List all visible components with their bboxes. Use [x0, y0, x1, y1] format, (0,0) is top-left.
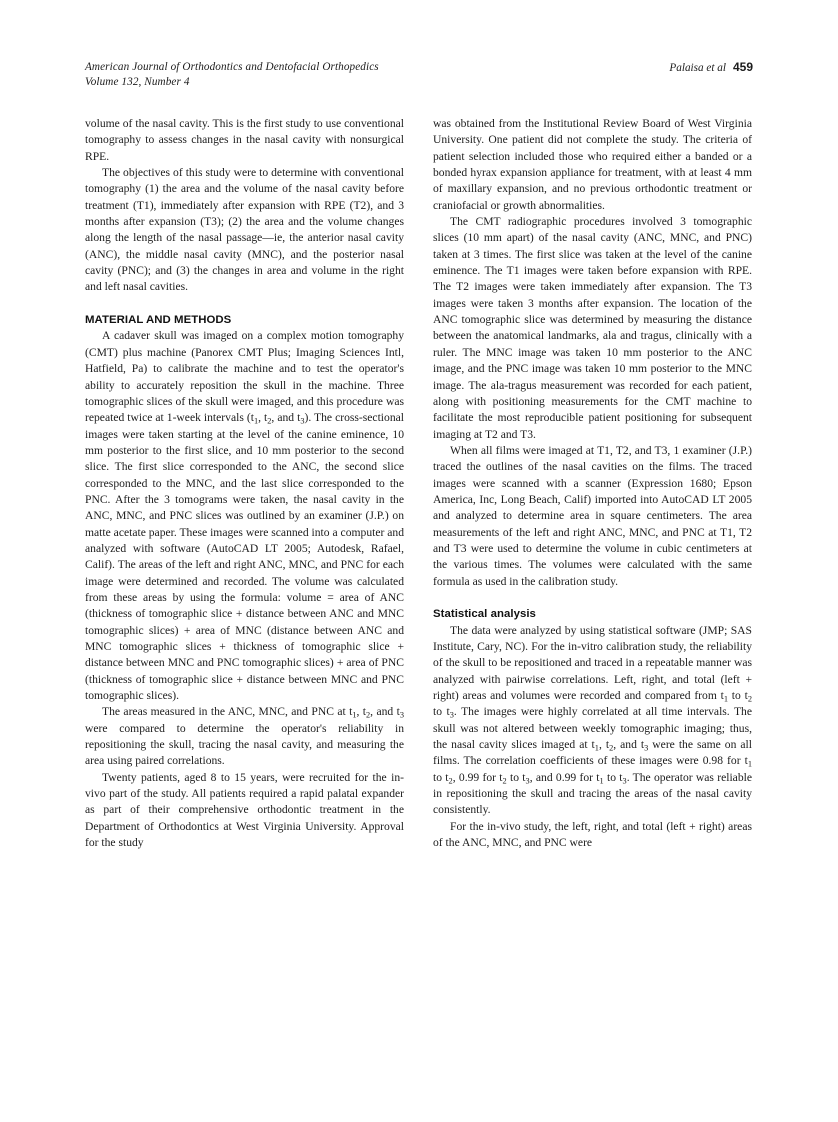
spacer	[433, 590, 752, 606]
text-run: . The operator was reliable in repositioning the skull and tracing the areas of the nasal cavity consistently.	[433, 770, 752, 817]
text-run: , and t	[370, 705, 400, 719]
spacer	[85, 296, 404, 312]
text-run: , and 0.99 for t	[529, 770, 600, 784]
text-run: , t	[356, 705, 366, 719]
subscript-3: 3	[525, 776, 530, 786]
text-run: , and t	[271, 411, 301, 425]
heading-material-and-methods: MATERIAL AND METHODS	[85, 314, 232, 327]
subscript-3: 3	[622, 776, 627, 786]
two-column-body	[85, 116, 753, 851]
authors-citation: Palaisa et al	[669, 62, 726, 74]
subscript-3: 3	[399, 710, 404, 720]
subscript-1: 1	[594, 743, 599, 753]
subscript-3: 3	[644, 743, 649, 753]
text-run: to t	[433, 705, 450, 719]
text-run: were compared to determine the operator's reliability in repositioning the skull, tracing the nasal cavity, and measuring the area using paired correlations.	[85, 721, 404, 768]
paragraph-approval: was obtained from the Institutional Review Board of West Virginia University. One patient did not complete the study. The criteria of patient selection included those who required either a banded or a bonded hyrax expansion appliance for treatment, with at least 4 mm of maxillary expansion, and no previous orthodontic treatment or craniofacial or growth abnormalities.	[433, 117, 752, 212]
subscript-2: 2	[502, 776, 507, 786]
text-run: The data were analyzed by using statistical software (JMP; SAS Institute, Cary, NC). For the in-vitro calibration study, the reliability of the skull to be repositioned and traced in a repeatable manner was analyzed with pairwise correlations. Left, right, and total (left + right) areas and volumes were recorded and compared from t	[433, 623, 752, 703]
paragraph-twenty-patients: Twenty patients, aged 8 to 15 years, were recruited for the in-vivo part of the study. All patients required a rapid palatal expander as part of their comprehensive orthodontic treatment in the Department of Orthodontics at West Virginia University. Approval for the study	[85, 770, 404, 850]
subscript-2: 2	[267, 416, 272, 426]
text-run: to t	[728, 689, 748, 703]
text-run: ). The cross-sectional images were taken starting at the level of the canine eminence, 10 mm posterior to the first slice, and 10 mm posterior to the second slice. The first slice corresponded to the ANC, the second slice corresponded to the MNC, and the last slice corresponded to the PNC. After the 3 tomograms were taken, the nasal cavity in the ANC, MNC, and PNC slices was outlined by an examiner (J.P.) on matte acetate paper. These images were scanned into a computer and analyzed with software (AutoCAD LT 2005; Autodesk, Rafael, Calif). The areas of the left and right ANC, MNC, and PNC for each image were determined and recorded. The volume was calculated from these areas by using the formula: volume = area of ANC (thickness of tomographic slice + distance between ANC and MNC tomographic slices) + area of MNC (distance between ANC and MNC tomographic slices + thickness of tomographic slice + distance between MNC and PNC tomographic slices) + area of PNC (thickness of tomographic slice + distance between MNC and PNC tomographic slices).	[85, 411, 404, 703]
running-head-authors-page	[669, 60, 753, 76]
paragraph-statistical-data	[433, 623, 752, 819]
subscript-2: 2	[609, 743, 614, 753]
text-run: were the same on all films. The correlation coefficients of these images were 0.98 for t	[433, 738, 752, 768]
paragraph-films-traced: When all films were imaged at T1, T2, and T3, 1 examiner (J.P.) traced the outlines of the nasal cavities on the films. The traced images were scanned with a scanner (Expression 1680; Epson America, Inc, Long Beach, Calif) imported into AutoCAD LT 2005 and analyzed to determine area in square centimeters. The area measurements of the left and right ANC, MNC, and PNC at T1, T2 and T3 were used to determine the volume in cubic centimeters at the various times. The volumes were calculated with the same formula as used in the calibration study.	[433, 443, 752, 588]
paragraph-cadaver-skull	[85, 328, 404, 704]
paragraph-areas-measured	[85, 704, 404, 769]
subscript-2: 2	[448, 776, 453, 786]
subscript-3: 3	[300, 416, 305, 426]
running-head	[85, 60, 753, 89]
text-run: to t	[506, 770, 526, 784]
subscript-1: 1	[723, 694, 729, 704]
text-run: The areas measured in the ANC, MNC, and PNC at t	[102, 705, 353, 719]
subscript-2: 2	[747, 694, 752, 704]
text-run: , t	[598, 738, 610, 752]
subscript-1: 1	[352, 710, 357, 720]
paragraph-cmt-procedures: The CMT radiographic procedures involved 3 tomographic slices (10 mm apart) of the nasal cavity (ANC, MNC, and PNC) taken at 3 times. The first slice was taken at the level of the canine eminence. The T1 images were taken before expansion with RPE. The T2 images were taken immediately after expansion. The T3 images were taken 3 months after expansion. The location of the ANC tomographic slice was determined by measuring the distance between the anatomical landmarks, ala and tragus, clinically with a ruler. The MNC image was taken 10 mm posterior to the ANC image, and the PNC image was taken 10 mm posterior to the MNC image. The ala-tragus measurement was recorded for each patient, along with positioning measurements for the CMT machine to facilitate the most reproducible patient positioning for subsequent imaging at T2 and T3.	[433, 215, 752, 441]
page-number: 459	[732, 60, 753, 74]
text-run: to t	[433, 770, 449, 784]
paragraph-invivo-study: For the in-vivo study, the left, right, and total (left + right) areas of the ANC, MNC, and PNC were	[433, 819, 752, 850]
text-run: to t	[603, 770, 623, 784]
heading-statistical-analysis: Statistical analysis	[433, 608, 536, 621]
subscript-1: 1	[599, 776, 604, 786]
text-run: , and t	[613, 738, 645, 752]
subscript-2: 2	[366, 710, 371, 720]
journal-title: American Journal of Orthodontics and Dentofacial Orthopedics	[85, 61, 379, 73]
column-left	[85, 116, 404, 851]
text-run: , t	[258, 411, 268, 425]
volume-issue: Volume 132, Number 4	[85, 75, 190, 88]
text-run: . The images were highly correlated at all time intervals. The skull was not altered between weekly tomographic imaging; thus, the nasal cavity slices imaged at t	[433, 705, 753, 752]
subscript-3: 3	[449, 710, 454, 720]
subscript-1: 1	[747, 759, 752, 769]
paragraph-objectives: The objectives of this study were to determine with conventional tomography (1) the area and the volume of the nasal cavity before treatment (T1), immediately after expansion with RPE (T2), and 3 months after expansion (T3); (2) the area and the volume changes along the length of the nasal passage—ie, the anterior nasal cavity (ANC), the middle nasal cavity (MNC), and the posterior nasal cavity (PNC); and (3) the changes in area and volume in the right and left nasal cavities.	[85, 166, 404, 294]
subscript-1: 1	[253, 416, 259, 426]
text-run: A cadaver skull was imaged on a complex motion tomography (CMT) plus machine (Panorex CMT Plus; Imaging Sciences Intl, Hatfield, Pa) to calibrate the machine and to test the operator's ability to accurately reposition the skull in the machine. Three tomographic slices of the skull were imaged, and this procedure was repeated twice at 1-week intervals (t	[85, 329, 404, 425]
text-run: , 0.99 for t	[452, 770, 503, 784]
column-right	[433, 116, 752, 851]
running-head-journal	[85, 60, 379, 89]
paragraph-continued: volume of the nasal cavity. This is the first study to use conventional tomography to assess changes in the nasal cavity with nonsurgical RPE.	[85, 117, 404, 163]
